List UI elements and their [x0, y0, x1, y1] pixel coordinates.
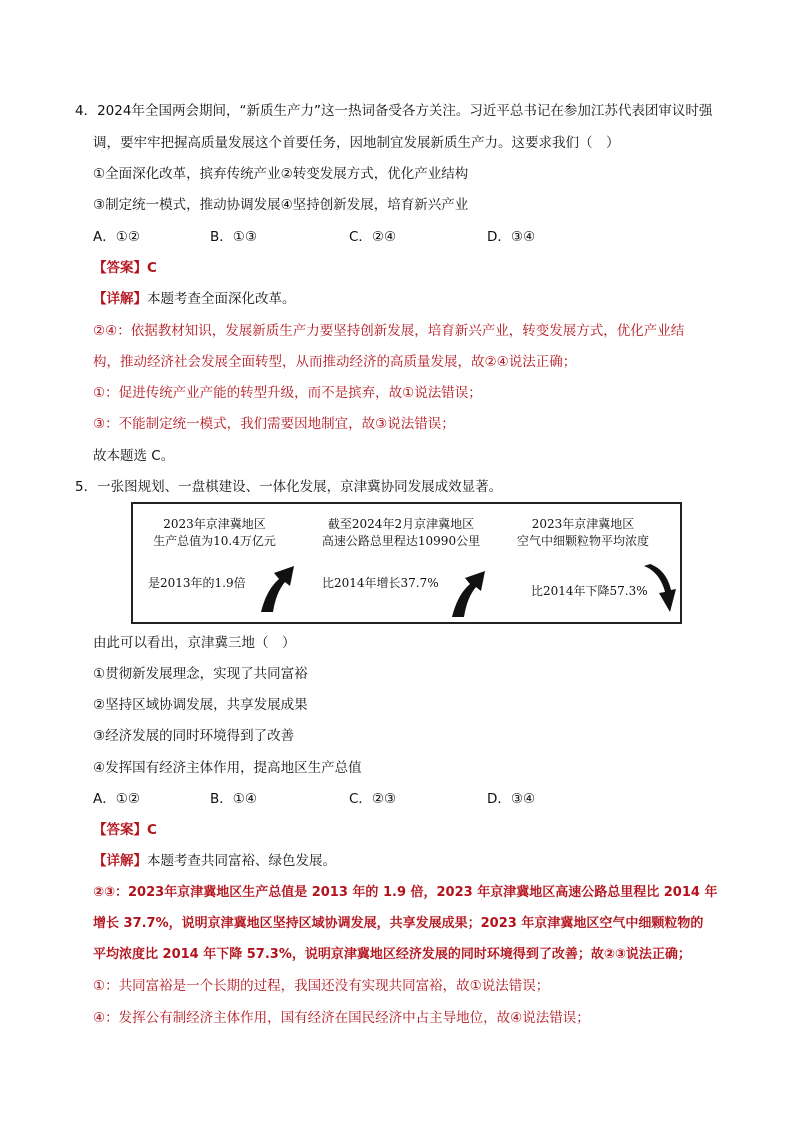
q4-number: 4． — [75, 103, 98, 119]
info-pm25-title: 2023年京津冀地区 空气中细颗粒物平均浓度 — [516, 517, 649, 548]
q4-answer — [93, 259, 157, 277]
q4-conclusion: 故本题选 C。 — [93, 448, 175, 464]
q4-correct-line2: 构，推动经济社会发展全面转型，从而推动经济的高质量发展，故②④说法正确； — [93, 354, 577, 370]
q5-wrong-4: ④：发挥公有制经济主体作用，国有经济在国民经济中占主导地位，故④说法错误； — [93, 1010, 590, 1026]
down-arrow-icon — [641, 562, 677, 614]
q4-statement-line2: ③制定统一模式，推动协调发展④坚持创新发展，培育新兴产业 — [93, 197, 469, 213]
q5-stem: 5．一张图规划、一盘棋建设、一体化发展，京津冀协同发展成效显著。 — [75, 479, 503, 495]
q4-option-d[interactable]: D．③④ — [487, 229, 536, 245]
info-highway-value: 比2014年增长37.7% — [322, 576, 439, 590]
q4-statement-line1: ①全面深化改革，摈弃传统产业②转变发展方式，优化产业结构 — [93, 166, 469, 182]
q5-correct-line2: 增长 37.7%，说明京津冀地区坚持区域协调发展，共享发展成果；2023 年京津冀地区空气中细颗粒物的 — [93, 916, 704, 931]
analysis-label: 【详解】 — [93, 853, 147, 869]
q5-answer — [93, 821, 157, 839]
q5-statement-3: ③经济发展的同时环境得到了改善 — [93, 728, 295, 744]
up-arrow-icon — [257, 562, 297, 614]
q5-number: 5． — [75, 479, 98, 495]
q5-option-a[interactable]: A．①② — [93, 791, 140, 807]
q4-wrong-1: ①：促进传统产业产能的转型升级，而不是摈弃，故①说法错误； — [93, 385, 482, 401]
q4-option-a[interactable]: A．①② — [93, 229, 140, 245]
q4-option-b[interactable]: B．①③ — [210, 229, 257, 245]
q5-option-b[interactable]: B．①④ — [210, 791, 257, 807]
q4-stem-line2: 调，要牢牢把握高质量发展这个首要任务，因地制宜发展新质生产力。这要求我们（ ） — [93, 135, 620, 151]
info-gdp-value: 是2013年的1.9倍 — [148, 576, 246, 590]
q4-option-c[interactable]: C．②④ — [349, 229, 397, 245]
q5-wrong-1: ①：共同富裕是一个长期的过程，我国还没有实现共同富裕，故①说法错误； — [93, 978, 550, 994]
q5-analysis: 【详解】本题考查共同富裕、绿色发展。 — [93, 853, 336, 869]
answer-value: C — [147, 260, 157, 276]
q4-stem-line1: 4．2024年全国两会期间，“新质生产力”这一热词备受各方关注。习近平总书记在参加江苏代表团审议时强 — [75, 103, 713, 119]
info-gdp-title: 2023年京津冀地区 生产总值为10.4万亿元 — [153, 517, 276, 548]
q5-question: 由此可以看出，京津冀三地（ ） — [93, 635, 296, 651]
info-pm25-value: 比2014年下降57.3% — [531, 584, 648, 598]
q5-statement-2: ②坚持区域协调发展，共享发展成果 — [93, 697, 308, 713]
q5-statement-1: ①贯彻新发展理念，实现了共同富裕 — [93, 666, 308, 682]
q4-wrong-3: ③：不能制定统一模式，我们需要因地制宜，故③说法错误； — [93, 416, 455, 432]
q5-correct-line3: 平均浓度比 2014 年下降 57.3%，说明京津冀地区经济发展的同时环境得到了改善；故②③说法正确； — [93, 947, 691, 962]
q5-statement-4: ④发挥国有经济主体作用，提高地区生产总值 — [93, 760, 362, 776]
answer-value: C — [147, 822, 157, 838]
up-arrow-icon — [448, 567, 488, 619]
answer-label: 【答案】 — [93, 260, 147, 276]
analysis-label: 【详解】 — [93, 291, 147, 307]
q5-correct-line1: ②③：2023年京津冀地区生产总值是 2013 年的 1.9 倍，2023 年京津冀地区高速公路总里程比 2014 年 — [93, 885, 718, 900]
answer-label: 【答案】 — [93, 822, 147, 838]
q4-analysis: 【详解】本题考查全面深化改革。 — [93, 291, 296, 307]
infographic-box — [131, 502, 682, 624]
q4-correct-line1: ②④：依据教材知识，发展新质生产力要坚持创新发展，培育新兴产业，转变发展方式，优化产业结 — [93, 323, 685, 339]
q5-option-d[interactable]: D．③④ — [487, 791, 536, 807]
info-highway-title: 截至2024年2月京津冀地区 高速公路总里程达10990公里 — [321, 517, 481, 548]
q5-option-c[interactable]: C．②③ — [349, 791, 397, 807]
